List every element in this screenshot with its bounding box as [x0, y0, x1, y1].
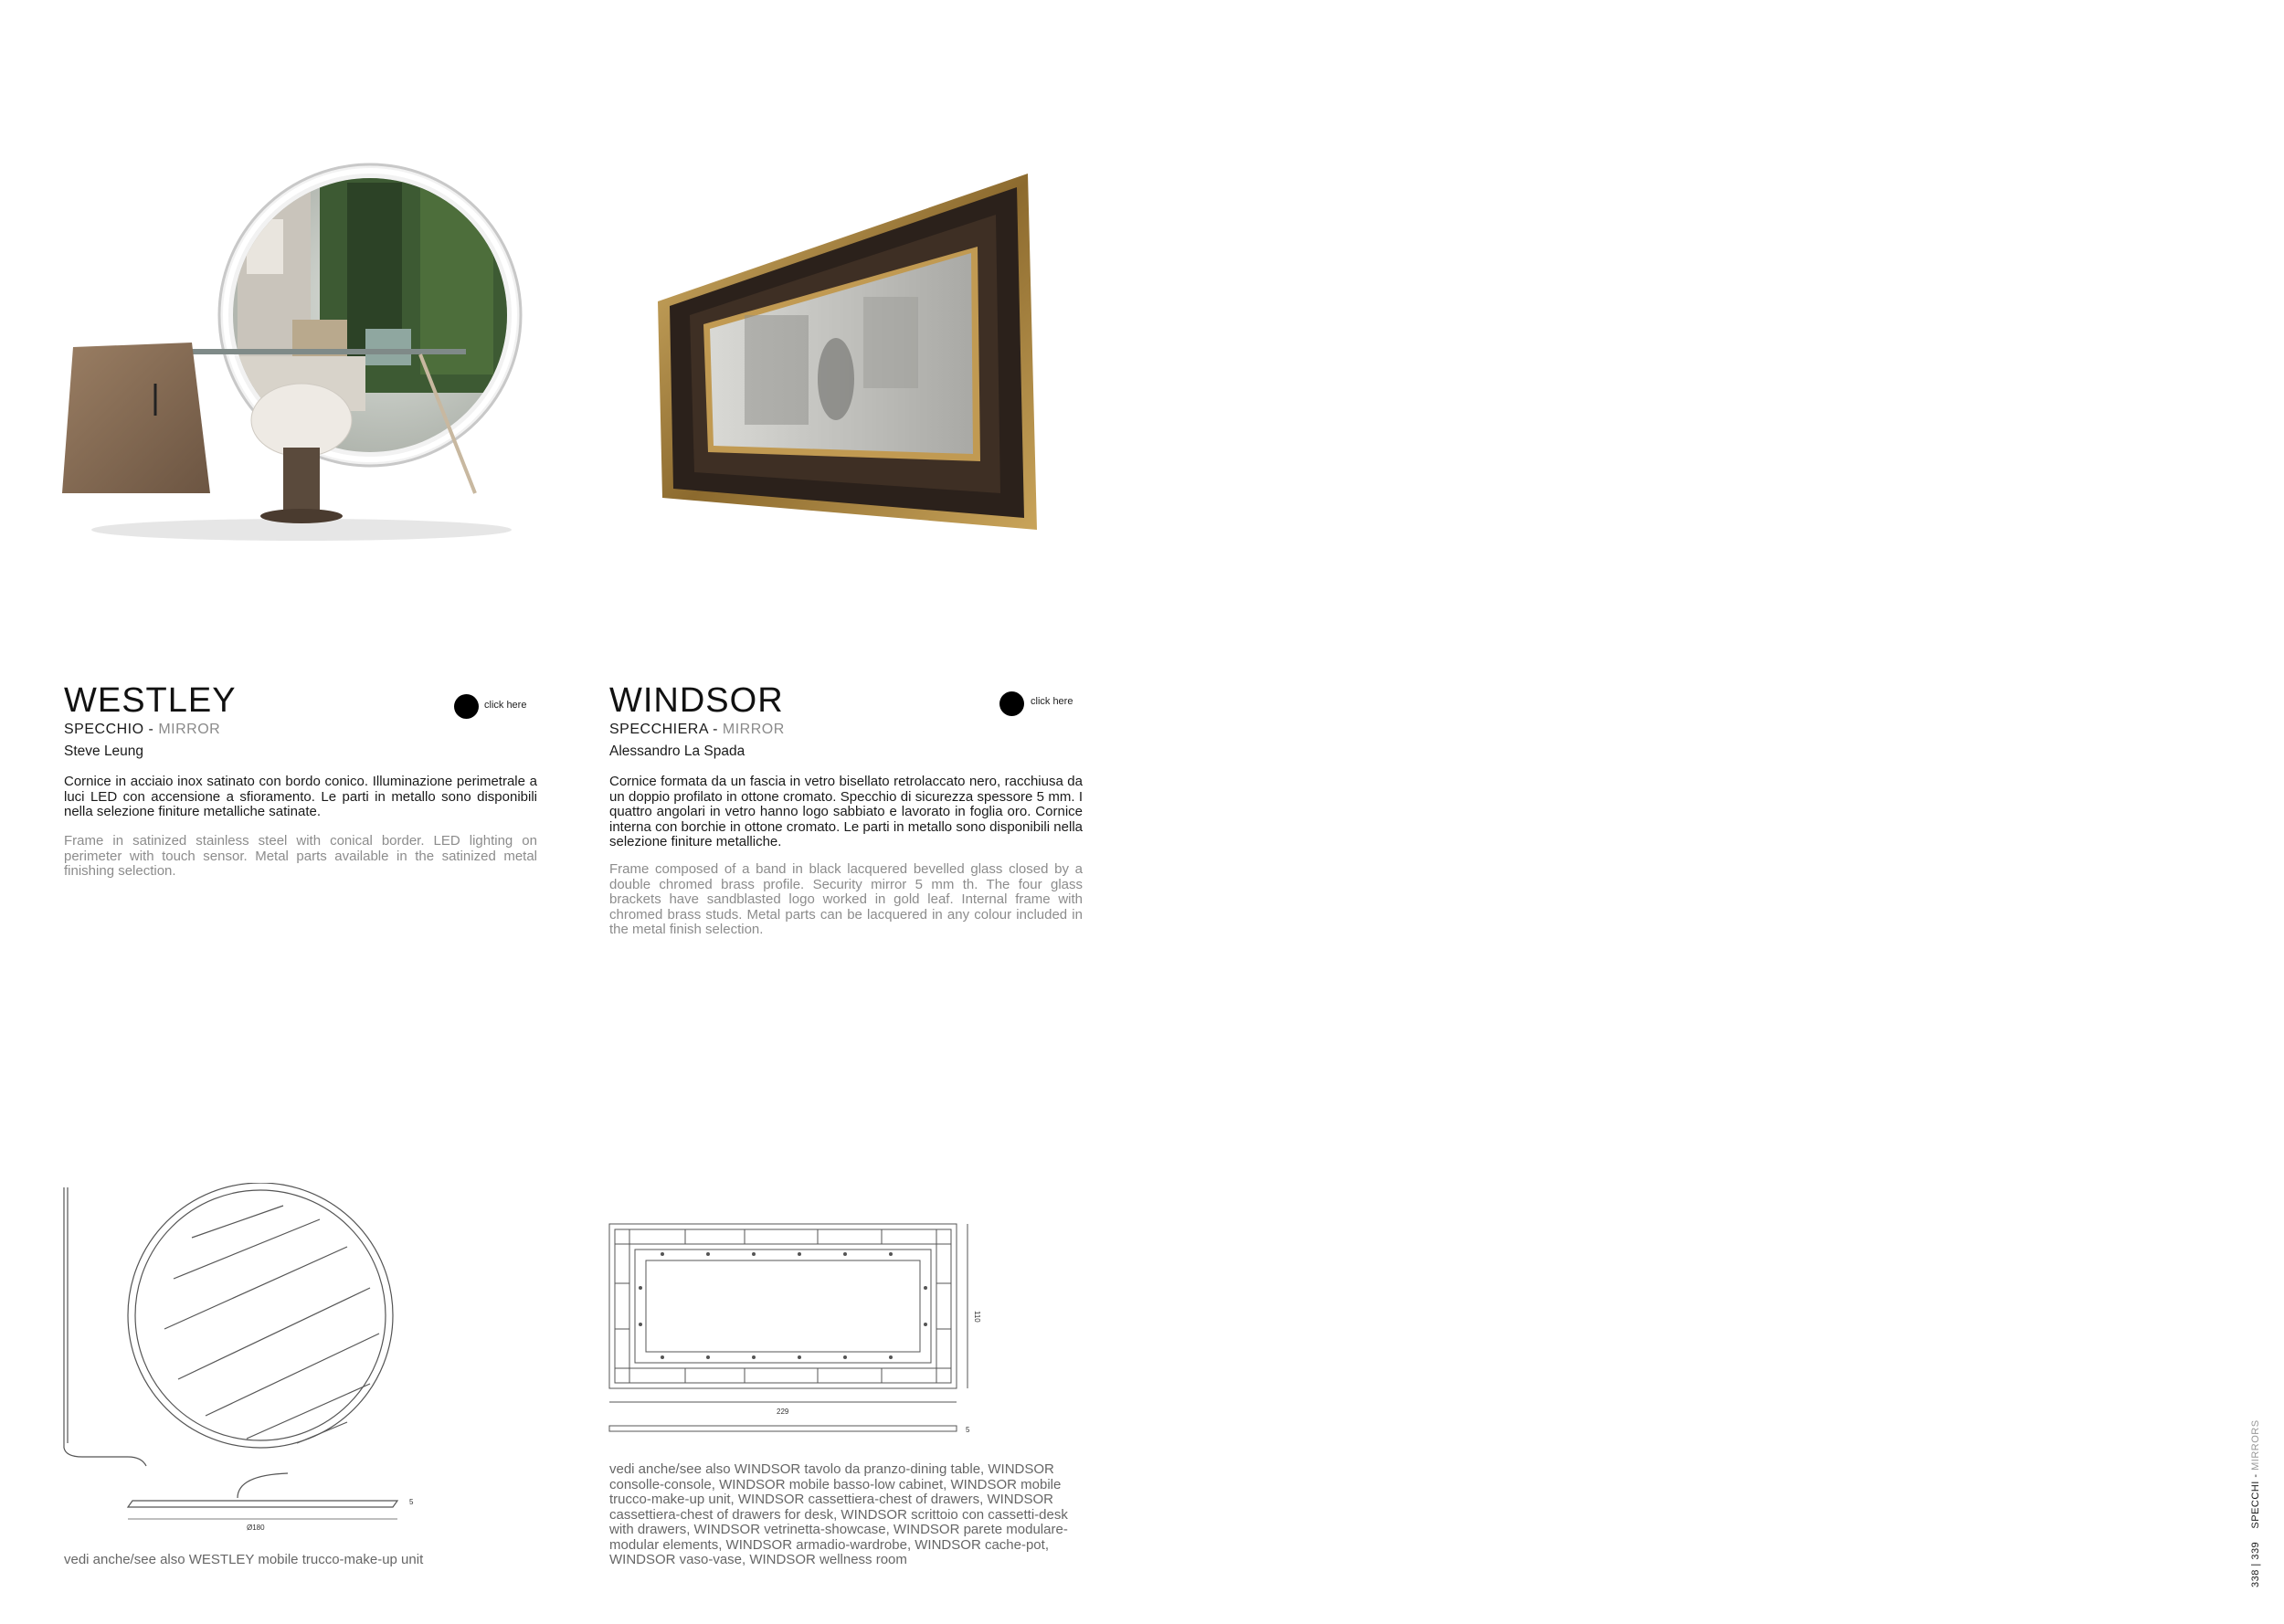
windsor-click-link[interactable]: click here: [1031, 696, 1073, 707]
westley-category-en: MIRROR: [158, 722, 221, 737]
windsor-dim-height: 110: [973, 1311, 981, 1323]
westley-title: WESTLEY: [64, 681, 237, 720]
windsor-description-it: Cornice formata da un fascia in vetro bisellato retrolaccato nero, racchiusa da un doppio profilato in ottone cromato. Specchio di sicurezza spessore 5 mm. I quattro angolari in vetro hanno logo sabbiato e lavorato in foglia oro. Cornice interna con borchie in ottone cromato. Le parti in metallo sono disponibili nella selezione finiture metalliche.: [609, 774, 1083, 849]
westley-technical-drawing: [55, 1183, 439, 1534]
windsor-category-it: SPECCHIERA: [609, 722, 709, 737]
section-sep: -: [2250, 1473, 2261, 1478]
windsor-description-en: Frame composed of a band in black lacquered bevelled glass closed by a double chromed brass profile. Security mirror 5 mm th. The four glass brackets have sandblasted logo worked in gold leaf. Internal frame with chromed brass studs. Metal parts can be lacquered in any colour included in the metal finish selection.: [609, 861, 1083, 937]
page-numbers: 338 | 339: [2250, 1541, 2261, 1587]
windsor-category-en: MIRROR: [722, 722, 785, 737]
westley-description-en: Frame in satinized stainless steel with conical border. LED lighting on perimeter with touch sensor. Metal parts available in the satinized metal finishing selection.: [64, 833, 537, 879]
windsor-category: [609, 722, 785, 738]
windsor-see-also: vedi anche/see also WINDSOR tavolo da pranzo-dining table, WINDSOR consolle-console, WINDSOR mobile basso-low cabinet, WINDSOR mobile trucco-make-up unit, WINDSOR cassettiera-chest of drawers, WINDSOR cassettiera-chest of drawers for desk, WINDSOR scrittoio con cassetti-desk with drawers, WINDSOR vetrinetta-showcase, WINDSOR parete modulare-modular elements, WINDSOR armadio-wardrobe, WINDSOR cache-pot, WINDSOR vaso-vase, WINDSOR wellness room: [609, 1461, 1068, 1567]
westley-click-link[interactable]: click here: [484, 700, 527, 711]
windsor-category-sep: -: [713, 722, 718, 737]
windsor-dim-depth: 5: [966, 1426, 970, 1434]
westley-dim-depth: 5: [409, 1498, 414, 1506]
westley-category: [64, 722, 220, 738]
westley-dim-diameter: Ø180: [247, 1524, 265, 1532]
westley-description-it: Cornice in acciaio inox satinato con bordo conico. Illuminazione perimetrale a luci LED con accensione a sfioramento. Le parti in metallo sono disponibili nella selezione finiture metalliche satinate.: [64, 774, 537, 819]
windsor-designer: Alessandro La Spada: [609, 743, 745, 759]
westley-photo: [55, 146, 548, 548]
windsor-title: WINDSOR: [609, 681, 784, 720]
section-it: SPECCHI: [2250, 1481, 2261, 1529]
westley-category-sep: -: [148, 722, 154, 737]
westley-see-also: vedi anche/see also WESTLEY mobile trucco-make-up unit: [64, 1552, 424, 1567]
windsor-technical-drawing: [608, 1219, 991, 1439]
windsor-photo: [653, 169, 1046, 543]
windsor-click-dot[interactable]: [999, 691, 1024, 716]
westley-click-dot[interactable]: [454, 694, 479, 719]
westley-designer: Steve Leung: [64, 743, 144, 759]
westley-category-it: SPECCHIO: [64, 722, 144, 737]
section-en: MIRRORS: [2250, 1419, 2261, 1471]
windsor-dim-width: 229: [777, 1408, 789, 1416]
page-footer: [2250, 1419, 2261, 1587]
